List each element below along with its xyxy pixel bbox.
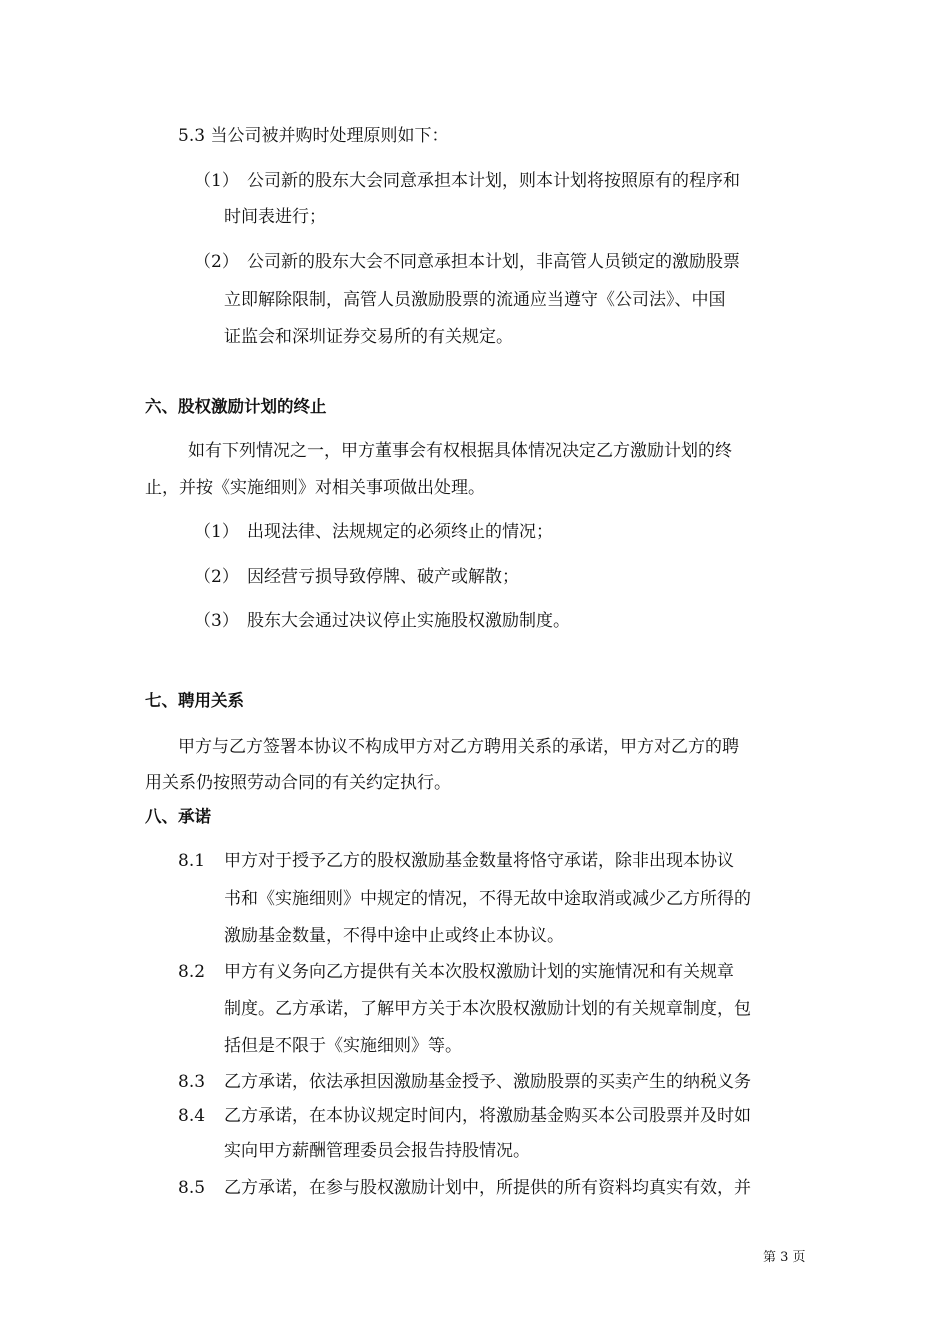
item-number: （3） [194,611,239,631]
item-text: 括但是不限于《实施细则》等。 [224,1036,462,1056]
item-number: （1） [194,522,239,542]
item-text: 甲方对于授予乙方的股权激励基金数量将恪守承诺，除非出现本协议 [224,851,734,871]
page-number: 第 3 页 [763,1250,806,1265]
paragraph-line: 止，并按《实施细则》对相关事项做出处理。 [145,478,485,498]
paragraph-line: 如有下列情况之一，甲方董事会有权根据具体情况决定乙方激励计划的终 [188,441,732,461]
paragraph-line: 用关系仍按照劳动合同的有关约定执行。 [145,773,451,793]
item-text: 激励基金数量，不得中途中止或终止本协议。 [224,926,564,946]
paragraph-line: 甲方与乙方签署本协议不构成甲方对乙方聘用关系的承诺，甲方对乙方的聘 [178,737,739,757]
section-6-heading: 六、股权激励计划的终止 [145,397,327,416]
item-text: 甲方有义务向乙方提供有关本次股权激励计划的实施情况和有关规章 [224,962,734,982]
item-text: 时间表进行； [224,207,326,227]
item-number: （1） [194,171,239,191]
item-text: 制度。乙方承诺，了解甲方关于本次股权激励计划的有关规章制度，包 [224,999,751,1019]
item-text: 实向甲方薪酬管理委员会报告持股情况。 [224,1141,530,1161]
item-text: 出现法律、法规规定的必须终止的情况； [247,522,553,542]
item-text: 立即解除限制，高管人员激励股票的流通应当遵守《公司法》、中国 [224,290,726,310]
item-text: 因经营亏损导致停牌、破产或解散； [247,567,519,587]
item-text: 股东大会通过决议停止实施股权激励制度。 [247,611,570,631]
section-7-heading: 七、聘用关系 [145,691,244,710]
item-number: （2） [194,252,239,272]
item-text: 乙方承诺，在参与股权激励计划中，所提供的所有资料均真实有效，并 [224,1178,751,1198]
item-text: 证监会和深圳证券交易所的有关规定。 [224,327,513,347]
item-text: 乙方承诺，依法承担因激励基金授予、激励股票的买卖产生的纳税义务 [224,1072,751,1092]
item-text: 公司新的股东大会同意承担本计划，则本计划将按照原有的程序和 [247,171,740,191]
item-number: 8.3 [178,1072,206,1092]
item-text: 书和《实施细则》中规定的情况，不得无故中途取消或减少乙方所得的 [224,889,751,909]
item-text: 乙方承诺，在本协议规定时间内，将激励基金购买本公司股票并及时如 [224,1106,751,1126]
section-5-3-title: 5.3 当公司被并购时处理原则如下： [178,126,449,146]
item-number: 8.4 [178,1106,206,1126]
item-number: 8.5 [178,1178,206,1198]
item-text: 公司新的股东大会不同意承担本计划，非高管人员锁定的激励股票 [247,252,740,272]
item-number: 8.2 [178,962,206,982]
item-number: 8.1 [178,851,206,871]
section-8-heading: 八、承诺 [145,807,211,826]
item-number: （2） [194,567,239,587]
